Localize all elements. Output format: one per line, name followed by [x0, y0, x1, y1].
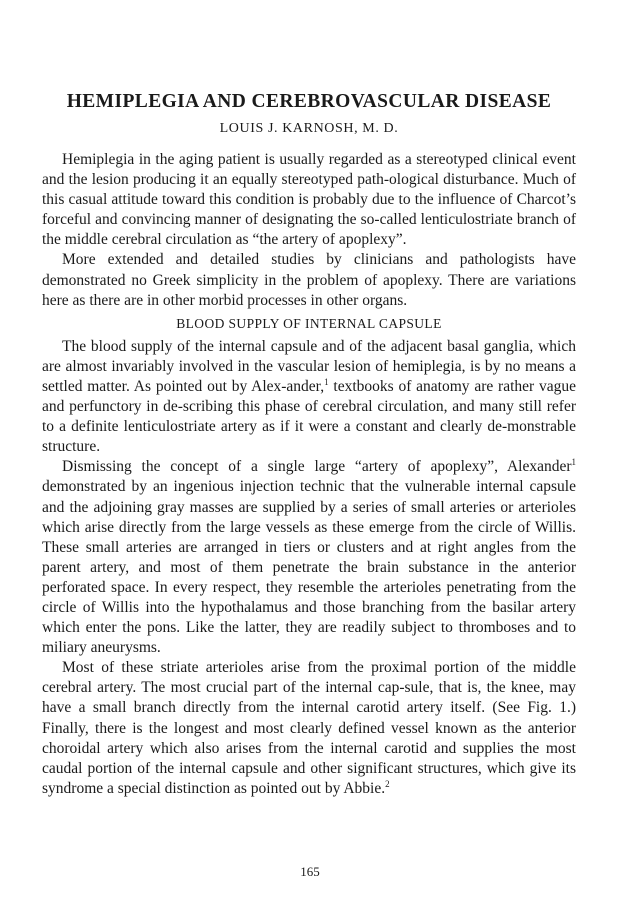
section-paragraph-1-text-b: textbooks of anatomy are rather vague and perfunctory in de-scribing this phase of cerebral circulation, and many still refer to a definite lenticulostriate artery as if it were a constant and clearly de-monstrable structure. [42, 377, 576, 456]
reference-marker: 1 [571, 457, 576, 468]
article-page [42, 90, 576, 799]
section-heading: BLOOD SUPPLY OF INTERNAL CAPSULE [176, 315, 442, 331]
intro-paragraph-2: More extended and detailed studies by clinicians and pathologists have demonstrated no Greek simplicity in the problem of apoplexy. There are variations here as there are in other morbid processes in other organs. [42, 251, 576, 309]
section-paragraph-1-text-a: The blood supply of the internal capsule and of the adjacent basal ganglia, which are almost invariably involved in the vascular lesion of hemiplegia, is by no means a settled matter. As pointed out by Alex-ander, [42, 337, 576, 395]
section-paragraph-3-text: Most of these striate arterioles arise from the proximal portion of the middle cerebral artery. The most crucial part of the internal cap-sule, that is, the knee, may have a small branch directly from the internal carotid artery itself. (See Fig. 1.) Finally, there is the longest and most clearly defined vessel known as the anterior choroidal artery which also arises from the internal carotid and supplies the most caudal portion of the internal capsule and other significant structures, which give its syndrome a special distinction as pointed out by Abbie. [42, 659, 576, 797]
section-paragraph-3 [42, 658, 576, 799]
article-title: HEMIPLEGIA AND CEREBROVASCULAR DISEASE [66, 91, 552, 112]
intro-paragraph-1: Hemiplegia in the aging patient is usually regarded as a stereotyped clinical event and the lesion producing it an equally stereotyped path-ological disturbance. Much of this casual attitude toward this condition is probably due to the influence of Charcot’s forceful and convincing manner of designating the so-called lenticulostriate branch of the middle cerebral circulation as “the artery of apoplexy”. [42, 151, 576, 249]
section-paragraph-2-text-b: demonstrated by an ingenious injection technic that the vulnerable internal capsule and the adjoining gray masses are supplied by a series of small arteries or arterioles which arise directly from the large vessels as these emerge from the circle of Willis. These small arteries are arranged in tiers or clusters and at right angles from the parent artery, and most of them penetrate the brain substance in the anterior perforated space. In every respect, they resemble the arterioles penetrating from the circle of Willis into the hypothalamus and those branching from the basilar artery which enter the pons. Like the latter, they are readily subject to thromboses and to miliary aneurysms. [42, 478, 576, 657]
page-number: 165 [300, 864, 320, 879]
reference-marker: 1 [324, 376, 329, 387]
reference-marker: 2 [385, 778, 390, 789]
section-paragraph-1 [42, 337, 576, 458]
article-author: LOUIS J. KARNOSH, M. D. [219, 121, 399, 136]
section-paragraph-2 [42, 457, 576, 658]
section-paragraph-2-text-a: Dismissing the concept of a single large “artery of apoplexy”, Alexander [62, 458, 572, 476]
